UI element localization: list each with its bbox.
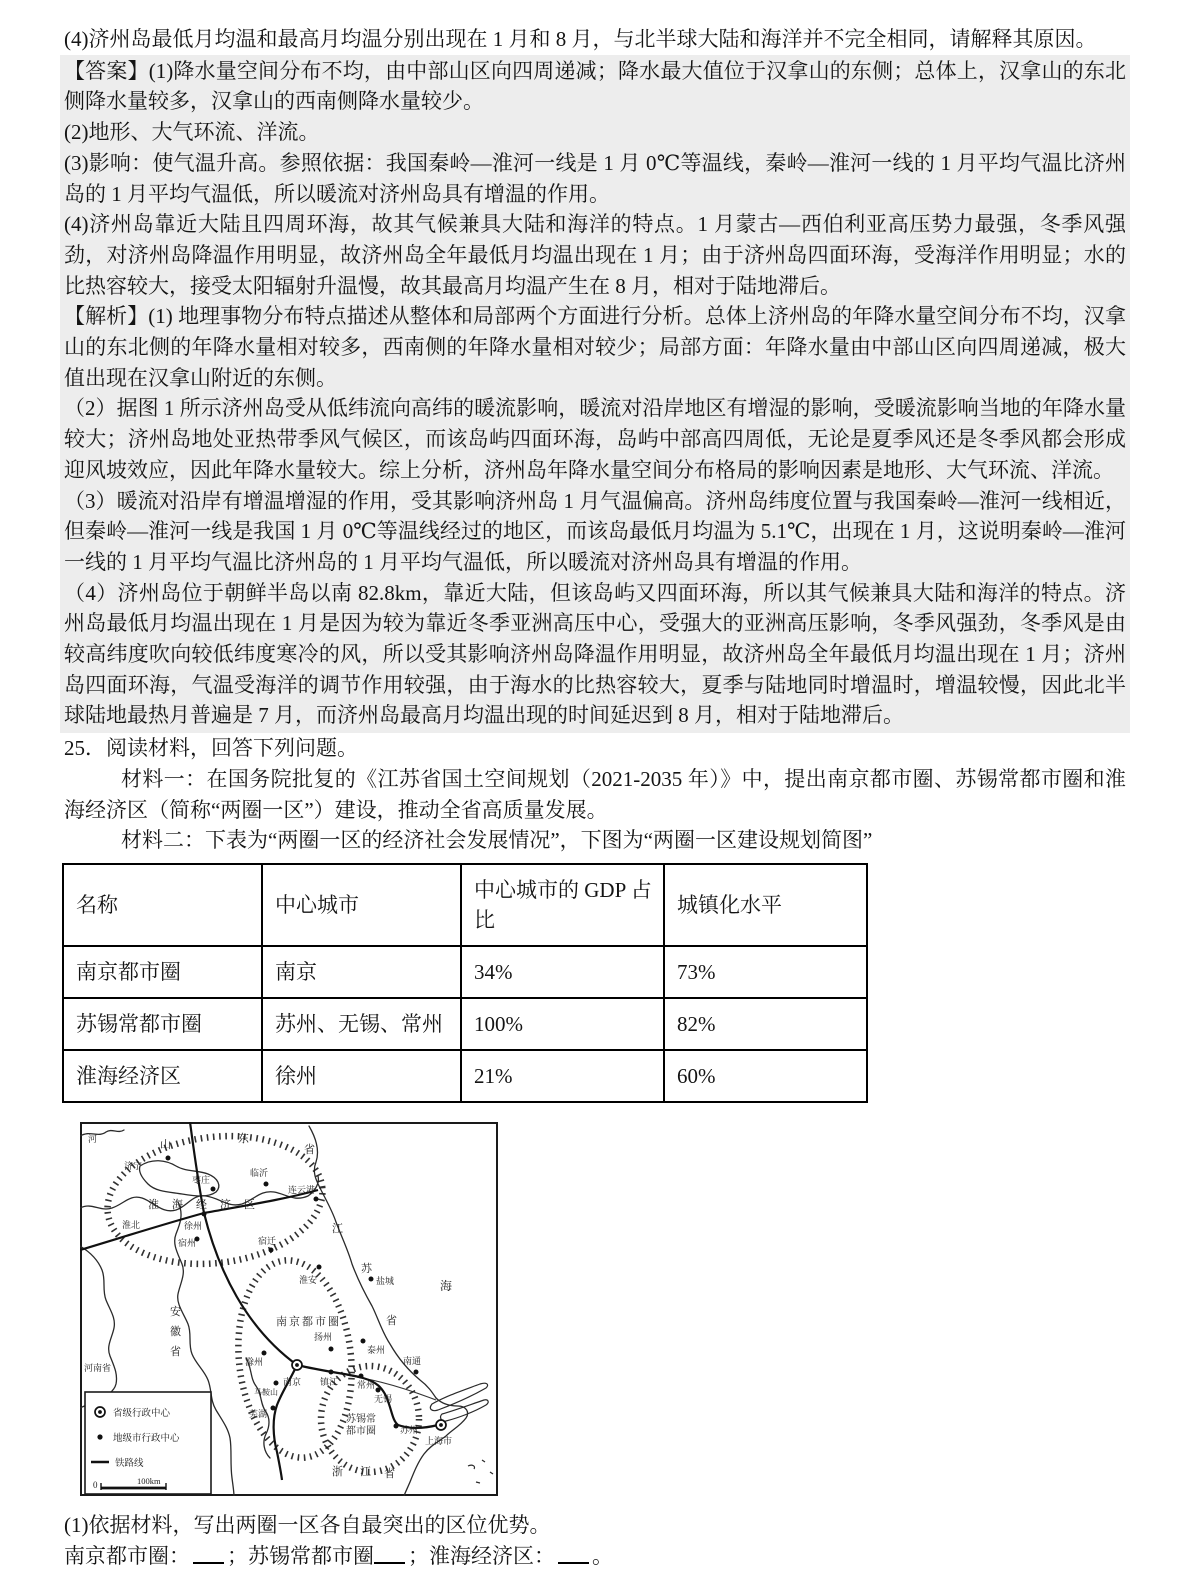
- map-label: 连云港: [288, 1184, 316, 1195]
- analysis-paragraph-1: 【解析】(1) 地理事物分布特点描述从整体和局部两个方面进行分析。总体上济州岛的年降水量空间分布不均，汉拿山的东北侧的年降水量相对较多，西南侧的年降水量相对较少；局部方面：年降水量由中部山区向四周递减，极大值出现在汉拿山附近的东侧。: [64, 304, 1126, 390]
- map-label: 苏州: [400, 1424, 419, 1435]
- map-label: 临沂: [250, 1167, 269, 1178]
- map-label: 南京: [283, 1376, 302, 1387]
- table-header-row: [63, 864, 867, 946]
- answer-paragraph-3: (3)影响：使气温升高。参照依据：我国秦岭—淮河一线是 1 月 0℃等温线，秦岭—淮河一线的 1 月平均气温比济州岛的 1 月平均气温低，所以暖流对济州岛具有增温的作用。: [64, 150, 1126, 206]
- map-label: 省: [384, 1467, 395, 1480]
- city-dot: [329, 1346, 334, 1351]
- map-label: 泰州: [367, 1344, 386, 1355]
- scale-distance-label: 100km: [137, 1475, 161, 1486]
- answer-analysis-block: [60, 55, 1130, 733]
- city-dot: [264, 1181, 269, 1186]
- sub-question-1: (1)依据材料，写出两圈一区各自最突出的区位优势。: [64, 1512, 551, 1537]
- city-dot: [329, 1369, 334, 1374]
- provincial-capital-icon-dot: [98, 1410, 102, 1414]
- city-dot: [211, 1186, 216, 1191]
- table-cell: 苏锡常都市圈: [63, 998, 262, 1050]
- answer-line-seg2: ；苏锡常都市圈: [227, 1543, 374, 1568]
- map-label: 常州: [357, 1379, 376, 1390]
- map-label: 都市圈: [346, 1425, 376, 1437]
- map-label: 芜湖: [249, 1408, 268, 1419]
- answer-line-seg4: 。: [592, 1543, 613, 1568]
- fill-blank-nanjing: [193, 1544, 224, 1564]
- map-label: 海: [440, 1278, 453, 1293]
- legend-label: 铁路线: [115, 1458, 144, 1469]
- map-label: 河: [88, 1133, 98, 1144]
- provincial-capital-marker-dot: [439, 1423, 443, 1427]
- answer-paragraph-1: 【答案】(1)降水量空间分布不均，由中部山区向四周递减；降水最大值位于汉拿山的东侧；总体上，汉拿山的东北侧降水量较多，汉拿山的西南侧降水量较少。: [64, 58, 1126, 114]
- city-dot: [394, 1423, 399, 1428]
- city-dot: [166, 1155, 171, 1160]
- table-cell: 徐州: [262, 1050, 461, 1102]
- table-cell: 苏州、无锡、常州: [262, 998, 461, 1050]
- map-label: 盐城: [376, 1275, 395, 1286]
- map-label: 无锡: [374, 1393, 393, 1404]
- table-cell: 34%: [461, 946, 664, 998]
- city-dot: [359, 1373, 364, 1378]
- map-label: 安: [170, 1305, 181, 1318]
- analysis-paragraph-3: （3）暖流对沿岸有增温增湿的作用，受其影响济州岛 1 月气温偏高。济州岛纬度位置与我国秦岭—淮河一线相近，但秦岭—淮河一线是我国 1 月 0℃等温线经过的地区，而该岛最低月均温为 5.1℃，出现在 1 月，这说明秦岭—淮河一线的 1 月平均气温比济州岛的 1 月平均气温低，所以暖流对济州岛具有增温的作用。: [64, 488, 1126, 574]
- city-dot: [274, 1380, 279, 1385]
- map-label: 滁州: [245, 1356, 264, 1367]
- city-dot: [369, 1276, 374, 1281]
- answer-line-seg3: ；淮海经济区：: [408, 1543, 555, 1568]
- table-row: [63, 998, 867, 1050]
- answer-fill-line: [64, 1541, 1126, 1572]
- map-label: 苏锡常: [346, 1413, 376, 1425]
- map-label: 淮海经济区: [148, 1198, 268, 1211]
- table-cell: 淮海经济区: [63, 1050, 262, 1102]
- table-cell: 73%: [664, 946, 867, 998]
- answer-paragraph-2: (2)地形、大气环流、洋流。: [64, 120, 320, 145]
- fill-blank-huaihai: [558, 1544, 589, 1564]
- table-cell: 南京都市圈: [63, 946, 262, 998]
- city-dot: [317, 1264, 322, 1269]
- map-label: 苏: [361, 1262, 372, 1275]
- material-1: 材料一：在国务院批复的《江苏省国土空间规划（2021-2035 年）》中，提出南京都市圈、苏锡常都市圈和淮海经济区（简称“两圈一区”）建设，推动全省高质量发展。: [64, 766, 1126, 822]
- analysis-paragraph-4: （4）济州岛位于朝鲜半岛以南 82.8km，靠近大陆，但该岛屿又四面环海，所以其气候兼具大陆和海洋的特点。济州岛最低月均温出现在 1 月是因为较为靠近冬季亚洲高压中心，受强大的亚洲高压影响，冬季风强劲，冬季风是由较高纬度吹向较低纬度寒冷的风，所以受其影响济州岛降温作用明显，故济州岛全年最低月均温出现在 1 月；济州岛四面环海，气温受海洋的调节作用较强，由于海水的比热容较大，夏季与陆地同时增温时，增温较慢，因此北半球陆地最热月普遍是 7 月，而济州岛最高月均温出现的时间延迟到 8 月，相对于陆地滞后。: [64, 580, 1126, 728]
- map-legend: [85, 1392, 211, 1494]
- city-dot: [269, 1247, 274, 1252]
- answer-line-seg1: 南京都市圈：: [64, 1543, 190, 1568]
- development-table: [62, 863, 868, 1103]
- table-cell: 21%: [461, 1050, 664, 1102]
- city-dot: [262, 1350, 267, 1355]
- map-label: 省: [304, 1143, 315, 1156]
- planning-map-figure: [80, 1122, 1126, 1496]
- answer-paragraph-4: (4)济州岛靠近大陆且四周环海，故其气候兼具大陆和海洋的特点。1 月蒙古—西伯利亚高压势力最强，冬季风强劲，对济州岛降温作用明显，故济州岛全年最低月均温出现在 1 月；由于济州岛四面环海，受海洋作用明显；水的比热容较大，接受太阳辐射升温慢，故其最高月均温产生在 8 月，相对于陆地滞后。: [64, 212, 1126, 298]
- question-4-text: (4)济州岛最低月均温和最高月均温分别出现在 1 月和 8 月，与北半球大陆和海洋并不完全相同，请解释其原因。: [64, 27, 1097, 51]
- provincial-capital-marker-dot: [295, 1363, 299, 1367]
- question-25-stem: 25．阅读材料，回答下列问题。: [64, 736, 358, 761]
- table-cell: 82%: [664, 998, 867, 1050]
- map-label: 淮北: [122, 1219, 141, 1230]
- map-label: 省: [386, 1314, 397, 1327]
- analysis-paragraph-2: （2）据图 1 所示济州岛受从低纬流向高纬的暖流影响，暖流对沿岸地区有增湿的影响，受暖流影响当地的年降水量较大；济州岛地处亚热带季风气候区，而该岛屿四面环海，岛屿中部高四周低，无论是夏季风还是冬季风都会形成迎风坡效应，因此年降水量较大。综上分析，济州岛年降水量空间分布格局的影响因素是地形、大气环流、洋流。: [64, 396, 1126, 482]
- table-header-name: 名称: [63, 864, 262, 946]
- material-2: 材料二：下表为“两圈一区的经济社会发展情况”，下图为“两圈一区建设规划简图”: [121, 828, 873, 853]
- map-label: 河南省: [84, 1362, 112, 1373]
- city-dot: [361, 1338, 366, 1343]
- city-dot: [271, 1405, 276, 1410]
- city-dot: [202, 1211, 207, 1216]
- legend-label: 省级行政中心: [113, 1408, 171, 1419]
- map-label: 浙: [332, 1465, 343, 1478]
- map-label: 宿州: [178, 1237, 197, 1248]
- planning-map: [80, 1122, 498, 1496]
- table-row: [63, 1050, 867, 1102]
- table-header-urbanization: 城镇化水平: [664, 864, 867, 946]
- city-dot: [376, 1387, 381, 1392]
- fill-blank-suxichang: [374, 1544, 405, 1564]
- map-label: 山: [160, 1138, 171, 1151]
- map-label: 徽: [170, 1325, 181, 1338]
- legend-label: 地级市行政中心: [113, 1433, 180, 1444]
- table-row: [63, 946, 867, 998]
- table-header-gdp-share: 中心城市的 GDP 占比: [461, 864, 664, 946]
- map-label: 江: [360, 1465, 371, 1478]
- map-label: 扬州: [314, 1331, 333, 1342]
- table-cell: 100%: [461, 998, 664, 1050]
- map-label: 马鞍山: [254, 1387, 278, 1397]
- map-label: 南京都市圈: [276, 1315, 341, 1328]
- map-label: 江: [332, 1222, 343, 1235]
- table-cell: 60%: [664, 1050, 867, 1102]
- table-header-central-city: 中心城市: [262, 864, 461, 946]
- map-label: 东: [238, 1132, 249, 1145]
- map-label: 淮安: [299, 1274, 318, 1285]
- city-dot: [314, 1196, 319, 1201]
- map-label: 省: [170, 1345, 181, 1358]
- map-label: 上海市: [425, 1435, 453, 1446]
- map-label: 徐州: [184, 1220, 203, 1231]
- scale-zero-label: 0: [93, 1479, 98, 1490]
- map-label: 南通: [403, 1355, 422, 1366]
- map-label: 济宁: [124, 1160, 143, 1171]
- map-label: 枣庄: [192, 1174, 211, 1185]
- map-label: 宿迁: [258, 1235, 277, 1246]
- map-label: 镇江: [320, 1376, 339, 1387]
- prefecture-city-icon: [97, 1434, 102, 1439]
- city-dot: [414, 1369, 419, 1374]
- table-cell: 南京: [262, 946, 461, 998]
